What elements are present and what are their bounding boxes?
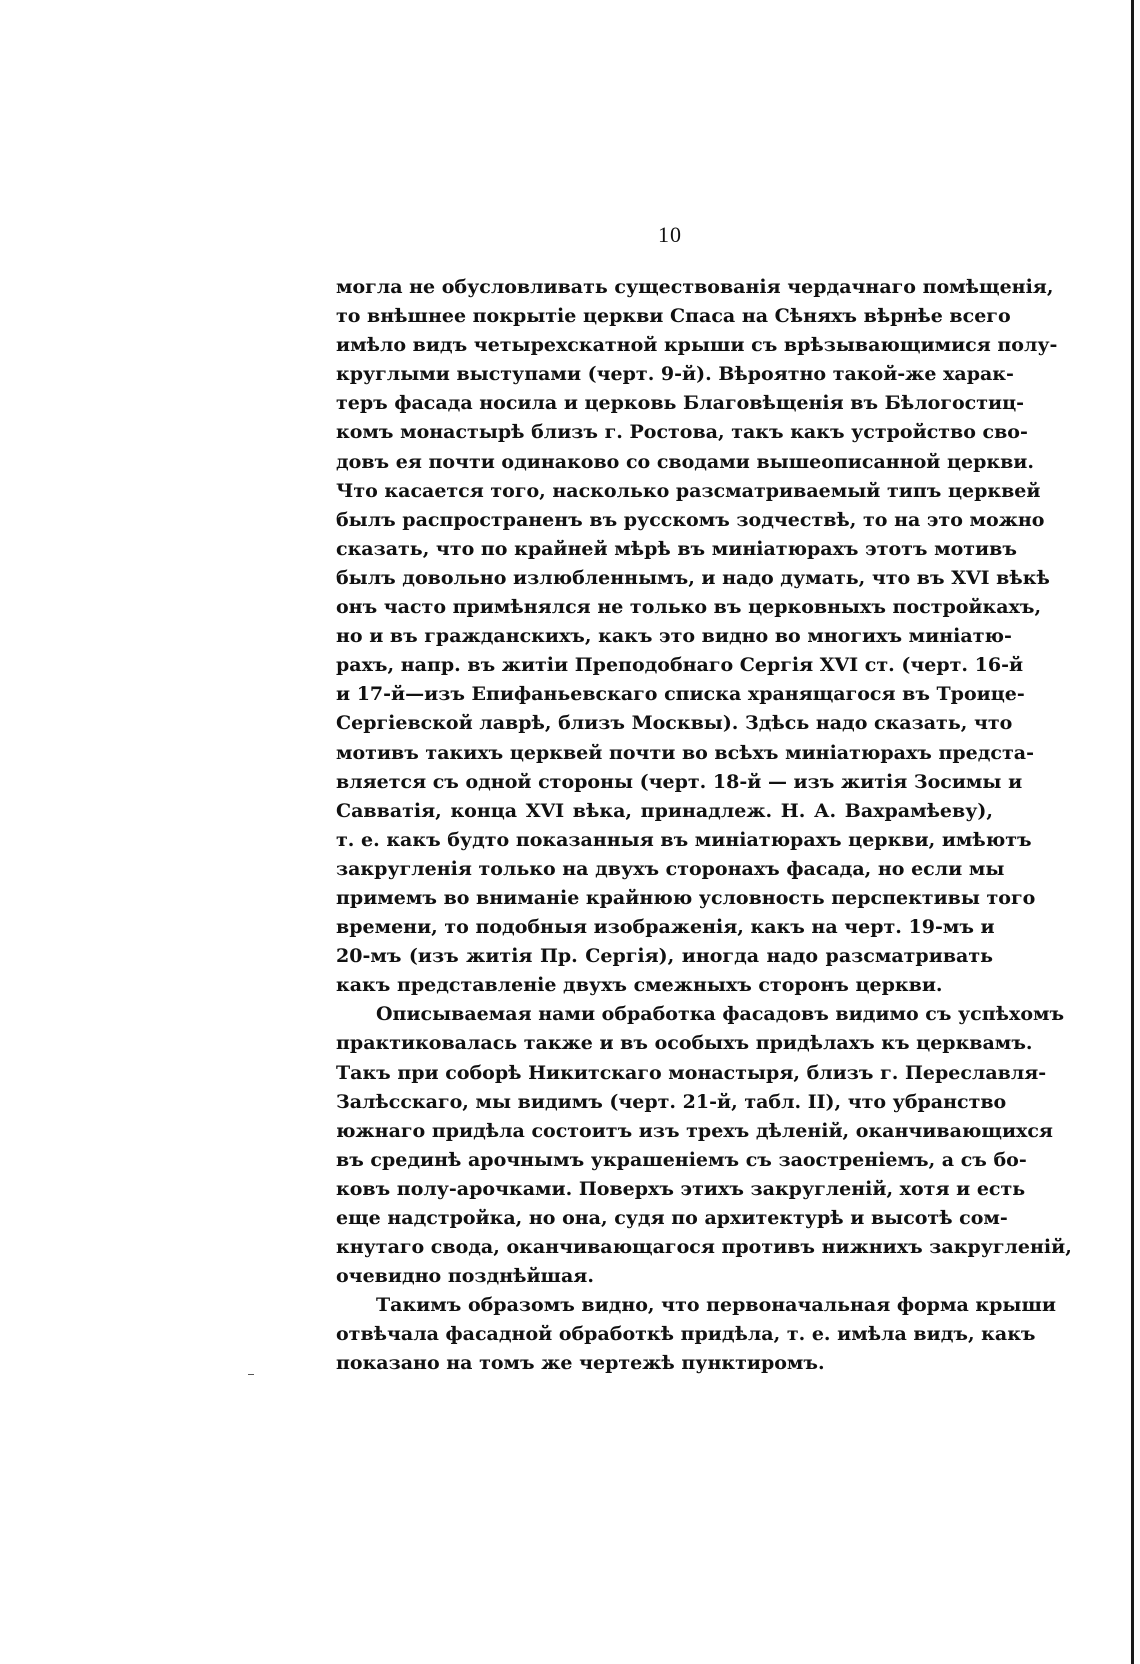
paragraph-2 xyxy=(336,1000,1072,1291)
text-line: какъ представленіе двухъ смежныхъ сторонъ церкви. xyxy=(336,974,943,997)
text-line: былъ распространенъ въ русскомъ зодчествѣ, то на это можно xyxy=(336,508,1045,531)
text-line: кнутаго свода, оканчивающагося противъ нижнихъ закругленій, xyxy=(336,1236,1072,1259)
text-line: могла не обусловливать существованія чердачнаго помѣщенія, xyxy=(336,276,1054,298)
text-line: Сергіевской лаврѣ, близъ Москвы). Здѣсь надо сказать, что xyxy=(336,712,1013,735)
text-line: довъ ея почти одинаково со сводами вышеописанной церкви. xyxy=(336,450,1034,473)
text-line: отвѣчала фасадной обработкѣ придѣла, т. е. имѣла видъ, какъ xyxy=(336,1323,1036,1346)
text-line: рахъ, напр. въ житіи Преподобнаго Сергія XVI ст. (черт. 16-й xyxy=(336,654,1024,677)
text-line: Такъ при соборѣ Никитскаго монастыря, близъ г. Переславля- xyxy=(336,1061,1047,1084)
text-line: сказать, что по крайней мѣрѣ въ миніатюрахъ этотъ мотивъ xyxy=(336,537,1017,560)
text-line: Савватія, конца XVI вѣка, принадлеж. Н. А. Вахрамѣеву), xyxy=(336,799,993,822)
text-line: то внѣшнее покрытіе церкви Спаса на Сѣняхъ вѣрнѣе всего xyxy=(336,305,1011,328)
text-line: но и въ гражданскихъ, какъ это видно во многихъ миніатю- xyxy=(336,625,1012,648)
text-line: Залѣсскаго, мы видимъ (черт. 21-й, табл. II), что убранство xyxy=(336,1090,1007,1113)
text-line: т. е. какъ будто показанныя въ миніатюрахъ церкви, имѣютъ xyxy=(336,828,1032,851)
paragraph-1 xyxy=(336,273,1058,1000)
body-text xyxy=(336,273,1072,1379)
text-line: еще надстройка, но она, судя по архитектурѣ и высотѣ сом- xyxy=(336,1207,1008,1229)
text-line: примемъ во вниманіе крайнюю условность перспективы того xyxy=(336,886,1036,909)
text-line: Что касается того, насколько разсматриваемый типъ церквей xyxy=(336,479,1041,502)
text-line: вляется съ одной стороны (черт. 18-й — изъ житія Зосимы и xyxy=(336,770,1023,793)
text-line: былъ довольно излюбленнымъ, и надо думать, что въ XVI вѣкѣ xyxy=(336,566,1050,589)
text-line: очевидно позднѣйшая. xyxy=(336,1265,594,1288)
page-number: 10 xyxy=(658,222,682,247)
scan-edge-line xyxy=(1131,0,1134,1664)
text-line: онъ часто примѣнялся не только въ церковныхъ постройкахъ, xyxy=(336,596,1042,619)
text-line: 20-мъ (изъ житія Пр. Сергія), иногда надо разсматривать xyxy=(336,945,993,968)
text-line: практиковалась также и въ особыхъ придѣлахъ къ церквамъ. xyxy=(336,1032,1033,1055)
text-line: южнаго придѣла состоитъ изъ трехъ дѣленій, оканчивающихся xyxy=(336,1119,1053,1142)
text-line: комъ монастырѣ близъ г. Ростова, такъ какъ устройство сво- xyxy=(336,421,1028,444)
text-line: показано на томъ же чертежѣ пунктиромъ. xyxy=(336,1352,825,1375)
text-line: времени, то подобныя изображенія, какъ на черт. 19-мъ и xyxy=(336,916,995,939)
text-line: ковъ полу-арочками. Поверхъ этихъ закругленій, хотя и есть xyxy=(336,1177,1026,1200)
text-line: теръ фасада носила и церковь Благовѣщенія въ Бѣлогостиц- xyxy=(336,392,1025,415)
text-line: и 17-й—изъ Епифаньевскаго списка хранящагося въ Троице- xyxy=(336,683,1025,706)
text-line: имѣло видъ четырехскатной крыши съ врѣзывающимися полу- xyxy=(336,334,1058,357)
text-line: круглыми выступами (черт. 9-й). Вѣроятно такой-же харак- xyxy=(336,363,1014,386)
scan-speck xyxy=(248,1374,254,1375)
text-line: Такимъ образомъ видно, что первоначальная форма крыши xyxy=(376,1294,1056,1317)
text-line: мотивъ такихъ церквей почти во всѣхъ миніатюрахъ предста- xyxy=(336,741,1034,764)
text-line: Описываемая нами обработка фасадовъ видимо съ успѣхомъ xyxy=(376,1003,1065,1026)
paragraph-3 xyxy=(336,1291,1056,1378)
text-line: въ срединѣ арочнымъ украшеніемъ съ заостреніемъ, а съ бо- xyxy=(336,1148,1027,1171)
text-line: закругленія только на двухъ сторонахъ фасада, но если мы xyxy=(336,857,1005,880)
